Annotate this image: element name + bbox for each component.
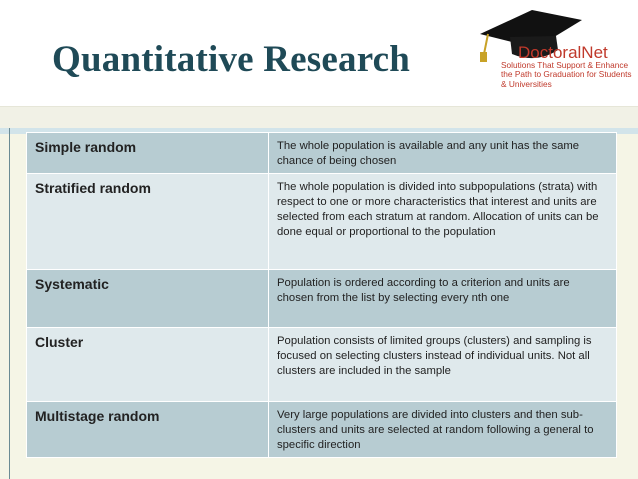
header-band [0, 106, 638, 129]
description-cell: Very large populations are divided into clusters and then sub-clusters and units are selected at random following a general to specific direction [269, 402, 617, 458]
sampling-methods-table [26, 132, 617, 458]
table-row [27, 328, 617, 402]
term-cell: Systematic [27, 270, 269, 328]
description-cell: The whole population is available and any unit has the same chance of being chosen [269, 133, 617, 174]
term-cell: Cluster [27, 328, 269, 402]
logo-tagline: Solutions That Support & Enhance the Path to Graduation for Students & Universities [501, 60, 632, 89]
panel-edge-line [9, 128, 10, 479]
description-cell: Population is ordered according to a criterion and units are chosen from the list by selecting every nth one [269, 270, 617, 328]
description-cell: Population consists of limited groups (clusters) and sampling is focused on selecting clusters instead of individual units. Not all clusters are included in the sample [269, 328, 617, 402]
table-row [27, 402, 617, 458]
slide-title: Quantitative Research [52, 39, 411, 80]
term-cell: Stratified random [27, 174, 269, 270]
logo-name: DoctoralNet [518, 43, 608, 62]
table-row [27, 133, 617, 174]
term-cell: Multistage random [27, 402, 269, 458]
term-cell: Simple random [27, 133, 269, 174]
table-row [27, 174, 617, 270]
description-cell: The whole population is divided into subpopulations (strata) with respect to one or more characteristics that interest and units are selected from each stratum at random. Allocation of units can be done equal or proportional to the population [269, 174, 617, 270]
doctoralnet-logo [470, 4, 638, 104]
table-row [27, 270, 617, 328]
